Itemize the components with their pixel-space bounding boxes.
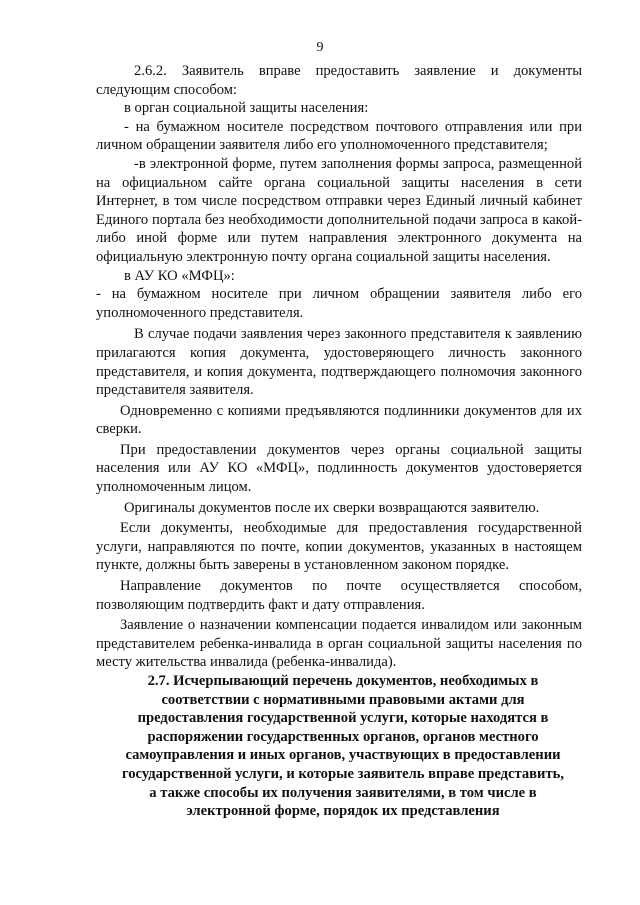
paragraph-paper-post: - на бумажном носителе посредством почтового отправления или при личном обращении заявителя либо его уполномоченного представителя;: [96, 118, 582, 154]
paragraph-2-6-2: 2.6.2. Заявитель вправе предоставить заявление и документы следующим способом:: [96, 63, 582, 98]
paragraph-mail-copies: Если документы, необходимые для предоставления государственной услуги, направляются по почте, копии документов, указанных в настоящем пункте, должны быть заверены в установленном законом порядке.: [96, 520, 582, 574]
section-heading-2-7: 2.7. Исчерпывающий перечень документов, необходимых в соответствии с нормативными правовыми актами для предоставления государственной услуги, которые находятся в распоряжении государственных органов, органов местного самоуправления и иных органов, участвующих в предоставлении государственной услуги, и которые заявитель вправе представить, а также способы их получения заявителями, в том числе в электронной форме, порядок их представления: [121, 673, 565, 820]
paragraph-compensation-application: Заявление о назначении компенсации подается инвалидом или законным представителем ребенка-инвалида в орган социальной защиты населения по месту жительства инвалида (ребенка-инвалида).: [96, 617, 582, 671]
paragraph-authenticity: При предоставлении документов через органы социальной защиты населения или АУ КО «МФЦ», подлинность документов удостоверяется уполномоченным лицом.: [96, 441, 582, 496]
paragraph-paper-personal: - на бумажном носителе при личном обращении заявителя либо его уполномоченного представителя.: [96, 286, 582, 321]
paragraph-originals-return: Оригиналы документов после их сверки возвращаются заявителю.: [124, 499, 540, 516]
paragraph-mail-method: Направление документов по почте осуществляется способом, позволяющим подтвердить факт и дату отправления.: [96, 578, 582, 613]
paragraph-electronic: -в электронной форме, путем заполнения формы запроса, размещенной на официальном сайте органа социальной защиты населения в сети Интернет, в том числе посредством отправки через Единый личный кабинет Единого портала без необходимости дополнительной подачи запроса в какой-либо иной форме или путем направления электронного документа на официальную электронную почту органа социальной защиты населения.: [96, 155, 582, 265]
paragraph-social-organ: в орган социальной защиты населения:: [124, 100, 369, 117]
document-body: [96, 62, 582, 672]
page-number: 9: [316, 40, 324, 55]
paragraph-legal-representative: В случае подачи заявления через законного представителя к заявлению прилагаются копия документа, удостоверяющего личность законного представителя, и копия документа, подтверждающего полномочия законного представителя заявителя.: [96, 326, 582, 399]
paragraph-mfc: в АУ КО «МФЦ»:: [124, 267, 235, 284]
paragraph-originals-check: Одновременно с копиями предъявляются подлинники документов для их сверки.: [96, 402, 582, 438]
